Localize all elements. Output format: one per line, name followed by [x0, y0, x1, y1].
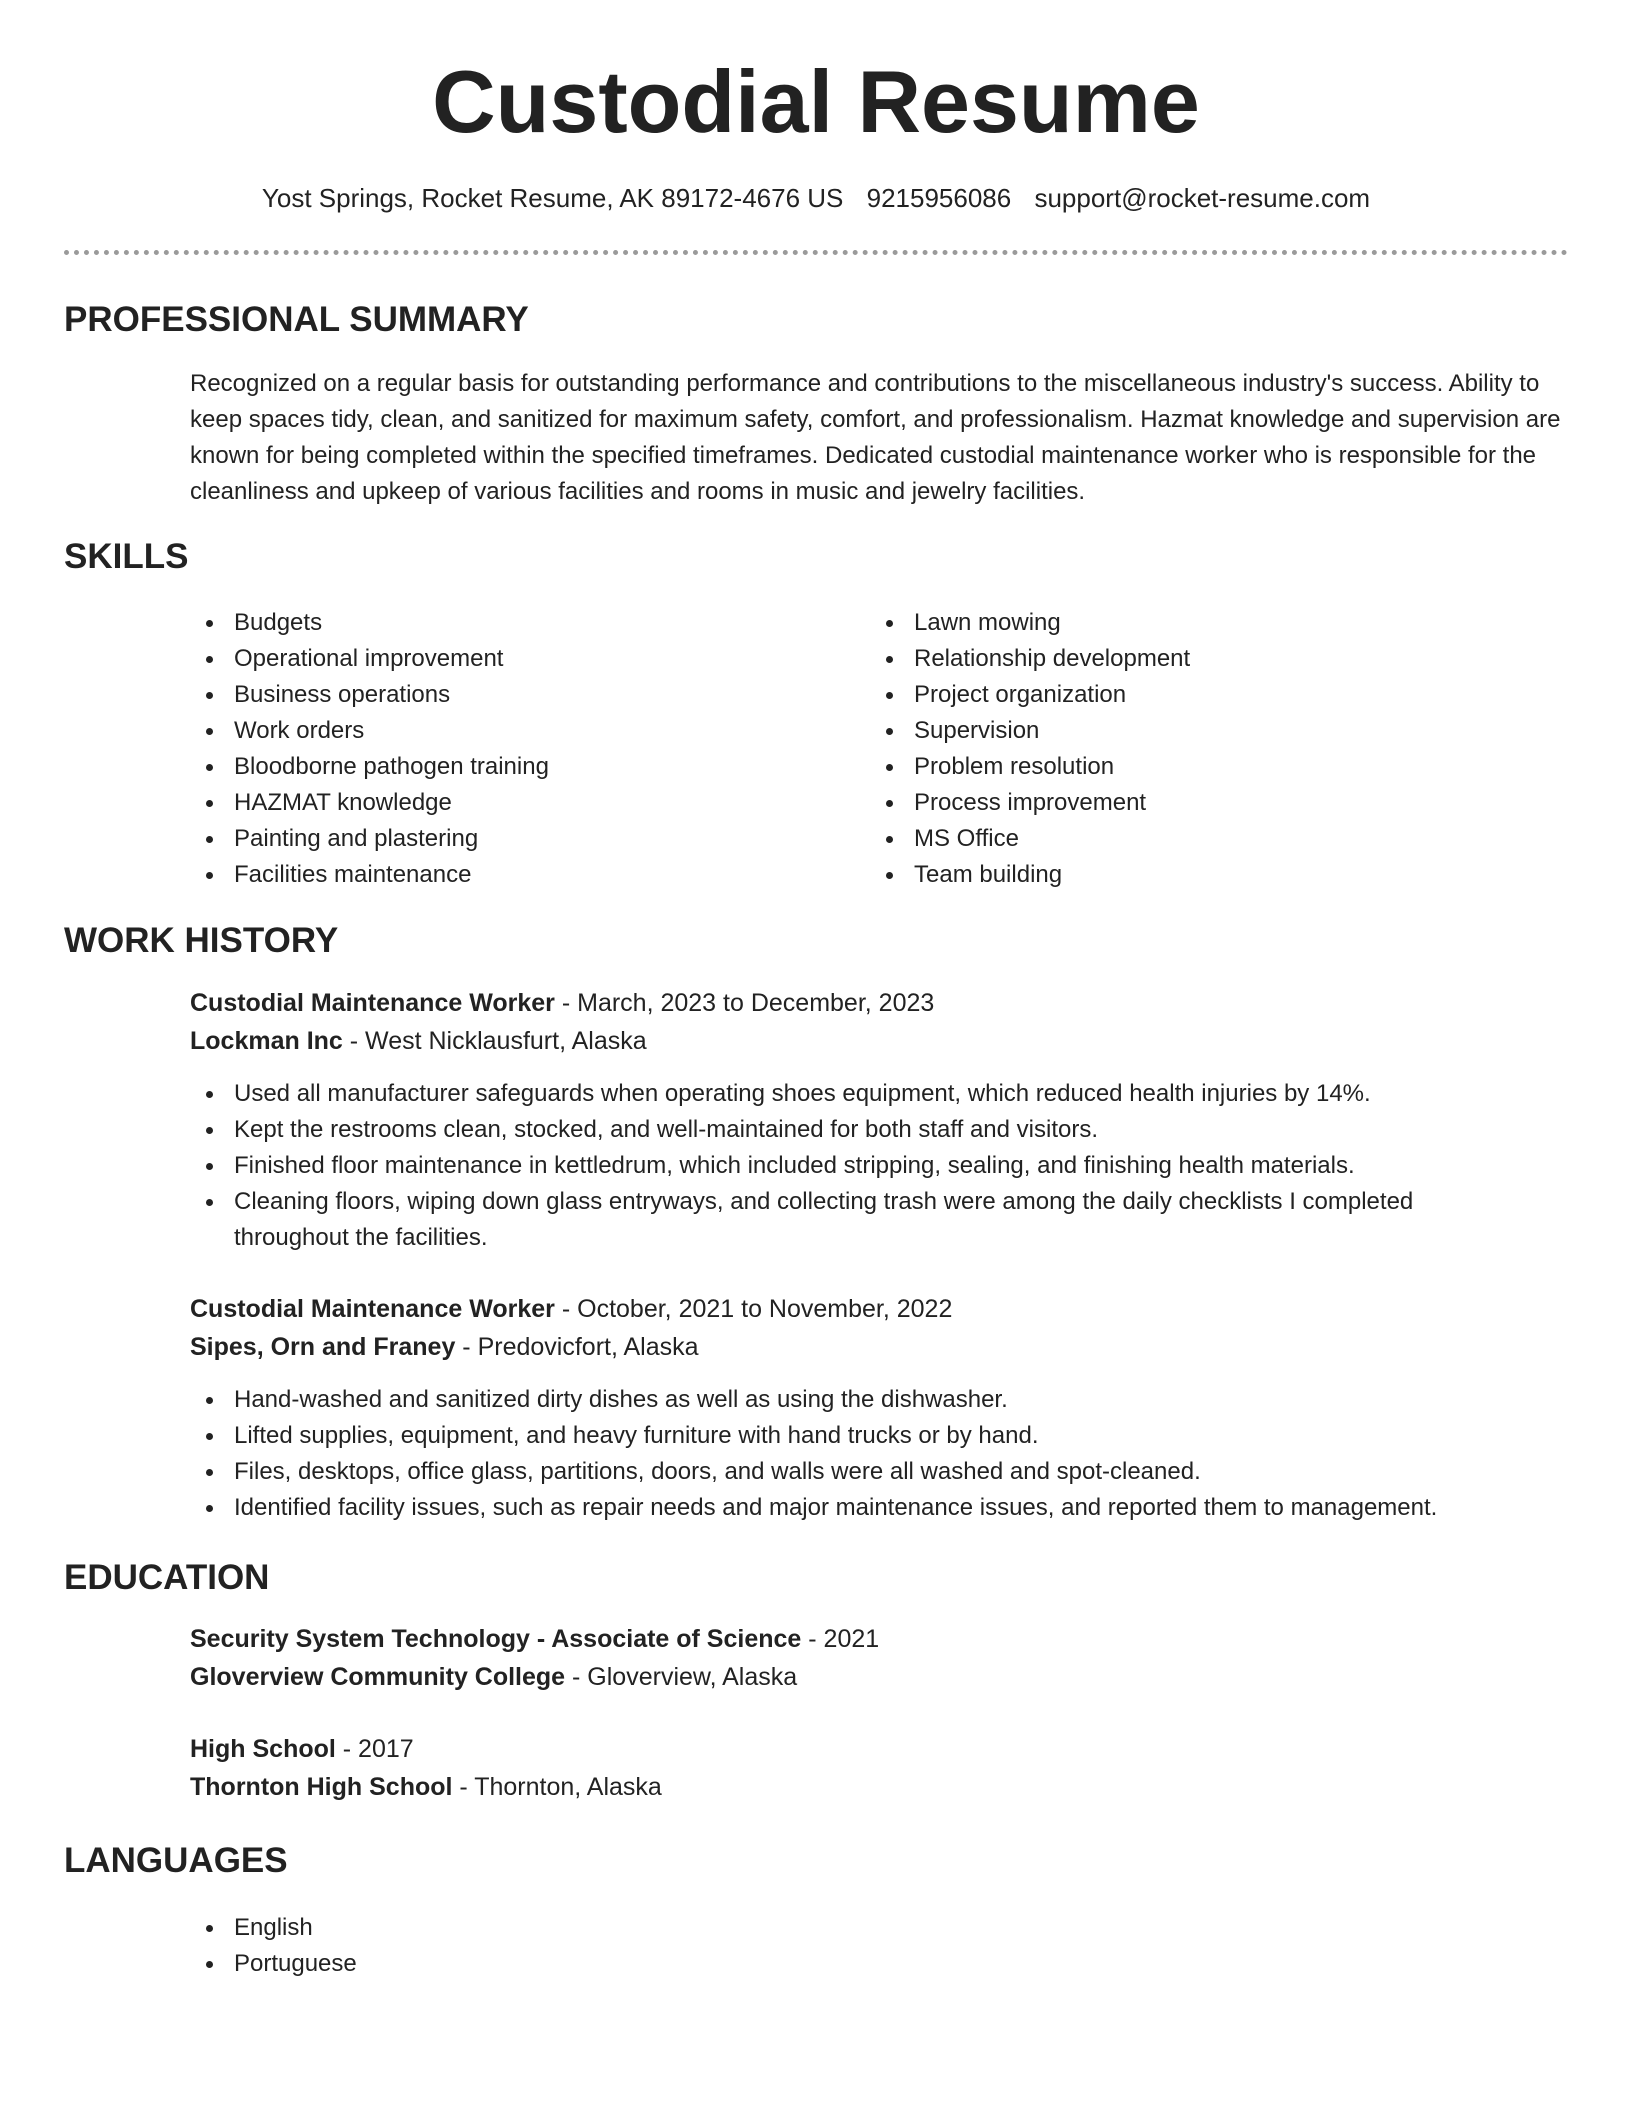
education-degree-line [190, 1621, 879, 1657]
job-bullet: Lifted supplies, equipment, and heavy furniture with hand trucks or by hand. [190, 1418, 1510, 1454]
job-bullets [190, 1076, 1510, 1256]
work-heading: WORK HISTORY [64, 921, 339, 960]
skill-item: Project organization [870, 677, 1520, 713]
skill-item: Work orders [190, 713, 840, 749]
job-role: Custodial Maintenance Worker [190, 989, 555, 1017]
education-heading: EDUCATION [64, 1558, 270, 1597]
language-item: English [190, 1910, 790, 1946]
skill-item: Relationship development [870, 641, 1520, 677]
skill-item: Lawn mowing [870, 605, 1520, 641]
contact-address: Yost Springs, Rocket Resume, AK 89172-4676 US [261, 183, 844, 213]
skill-item: Budgets [190, 605, 840, 641]
job-role: Custodial Maintenance Worker [190, 1295, 555, 1323]
education-degree-line [190, 1731, 414, 1767]
summary-heading: PROFESSIONAL SUMMARY [64, 300, 529, 339]
contact-phone: 9215956086 [866, 183, 1012, 213]
education-school-line [190, 1659, 797, 1695]
job-company: Sipes, Orn and Franey [190, 1333, 456, 1361]
job-company: Lockman Inc [190, 1027, 343, 1055]
contact-info [0, 183, 1632, 214]
education-location: - Gloverview, Alaska [565, 1663, 798, 1691]
header-divider [64, 250, 1568, 255]
languages-heading: LANGUAGES [64, 1841, 288, 1880]
job-bullets [190, 1382, 1510, 1526]
skill-item: Business operations [190, 677, 840, 713]
skills-list-right [870, 605, 1520, 893]
job-location: - West Nicklausfurt, Alaska [342, 1027, 647, 1055]
job-title-line [190, 985, 934, 1021]
skill-item: MS Office [870, 821, 1520, 857]
languages-list [190, 1910, 790, 1982]
job-bullet: Hand-washed and sanitized dirty dishes as well as using the dishwasher. [190, 1382, 1510, 1418]
skill-item: Problem resolution [870, 749, 1520, 785]
education-school-line [190, 1769, 662, 1805]
summary-text: Recognized on a regular basis for outstanding performance and contributions to the miscellaneous industry's success. Ability to keep spaces tidy, clean, and sanitized for maximum safety, comfort, and professionalism. Hazmat knowledge and supervision are known for being completed within the specified timeframes. Dedicated custodial maintenance worker who is responsible for the cleanliness and upkeep of various facilities and rooms in music and jewelry facilities. [190, 370, 1561, 505]
education-school: Thornton High School [190, 1773, 453, 1801]
skill-item: Bloodborne pathogen training [190, 749, 840, 785]
job-location: - Predovicfort, Alaska [455, 1333, 699, 1361]
skill-item: Facilities maintenance [190, 857, 840, 893]
job-bullet: Kept the restrooms clean, stocked, and well-maintained for both staff and visitors. [190, 1112, 1510, 1148]
job-bullet: Files, desktops, office glass, partitions, doors, and walls were all washed and spot-cleaned. [190, 1454, 1510, 1490]
resume-title: Custodial Resume [432, 52, 1200, 151]
job-bullet: Cleaning floors, wiping down glass entryways, and collecting trash were among the daily checklists I completed throughout the facilities. [190, 1184, 1510, 1256]
skill-item: Process improvement [870, 785, 1520, 821]
job-company-line [190, 1023, 647, 1059]
skills-heading: SKILLS [64, 537, 189, 576]
job-bullet: Finished floor maintenance in kettledrum, which included stripping, sealing, and finishing health materials. [190, 1148, 1510, 1184]
language-item: Portuguese [190, 1946, 790, 1982]
education-degree: Security System Technology - Associate of Science [190, 1625, 802, 1653]
skill-item: Operational improvement [190, 641, 840, 677]
education-location: - Thornton, Alaska [452, 1773, 662, 1801]
contact-email: support@rocket-resume.com [1034, 183, 1371, 213]
job-company-line [190, 1329, 699, 1365]
education-degree: High School [190, 1735, 336, 1763]
education-school: Gloverview Community College [190, 1663, 566, 1691]
skill-item: Supervision [870, 713, 1520, 749]
skill-item: Team building [870, 857, 1520, 893]
skills-list-left [190, 605, 840, 893]
job-bullet: Identified facility issues, such as repair needs and major maintenance issues, and reported them to management. [190, 1490, 1510, 1526]
skill-item: HAZMAT knowledge [190, 785, 840, 821]
job-dates: - October, 2021 to November, 2022 [554, 1295, 953, 1323]
job-bullet: Used all manufacturer safeguards when operating shoes equipment, which reduced health injuries by 14%. [190, 1076, 1510, 1112]
job-dates: - March, 2023 to December, 2023 [554, 989, 935, 1017]
education-year: - 2017 [335, 1735, 414, 1763]
education-year: - 2021 [801, 1625, 880, 1653]
skill-item: Painting and plastering [190, 821, 840, 857]
job-title-line [190, 1291, 952, 1327]
